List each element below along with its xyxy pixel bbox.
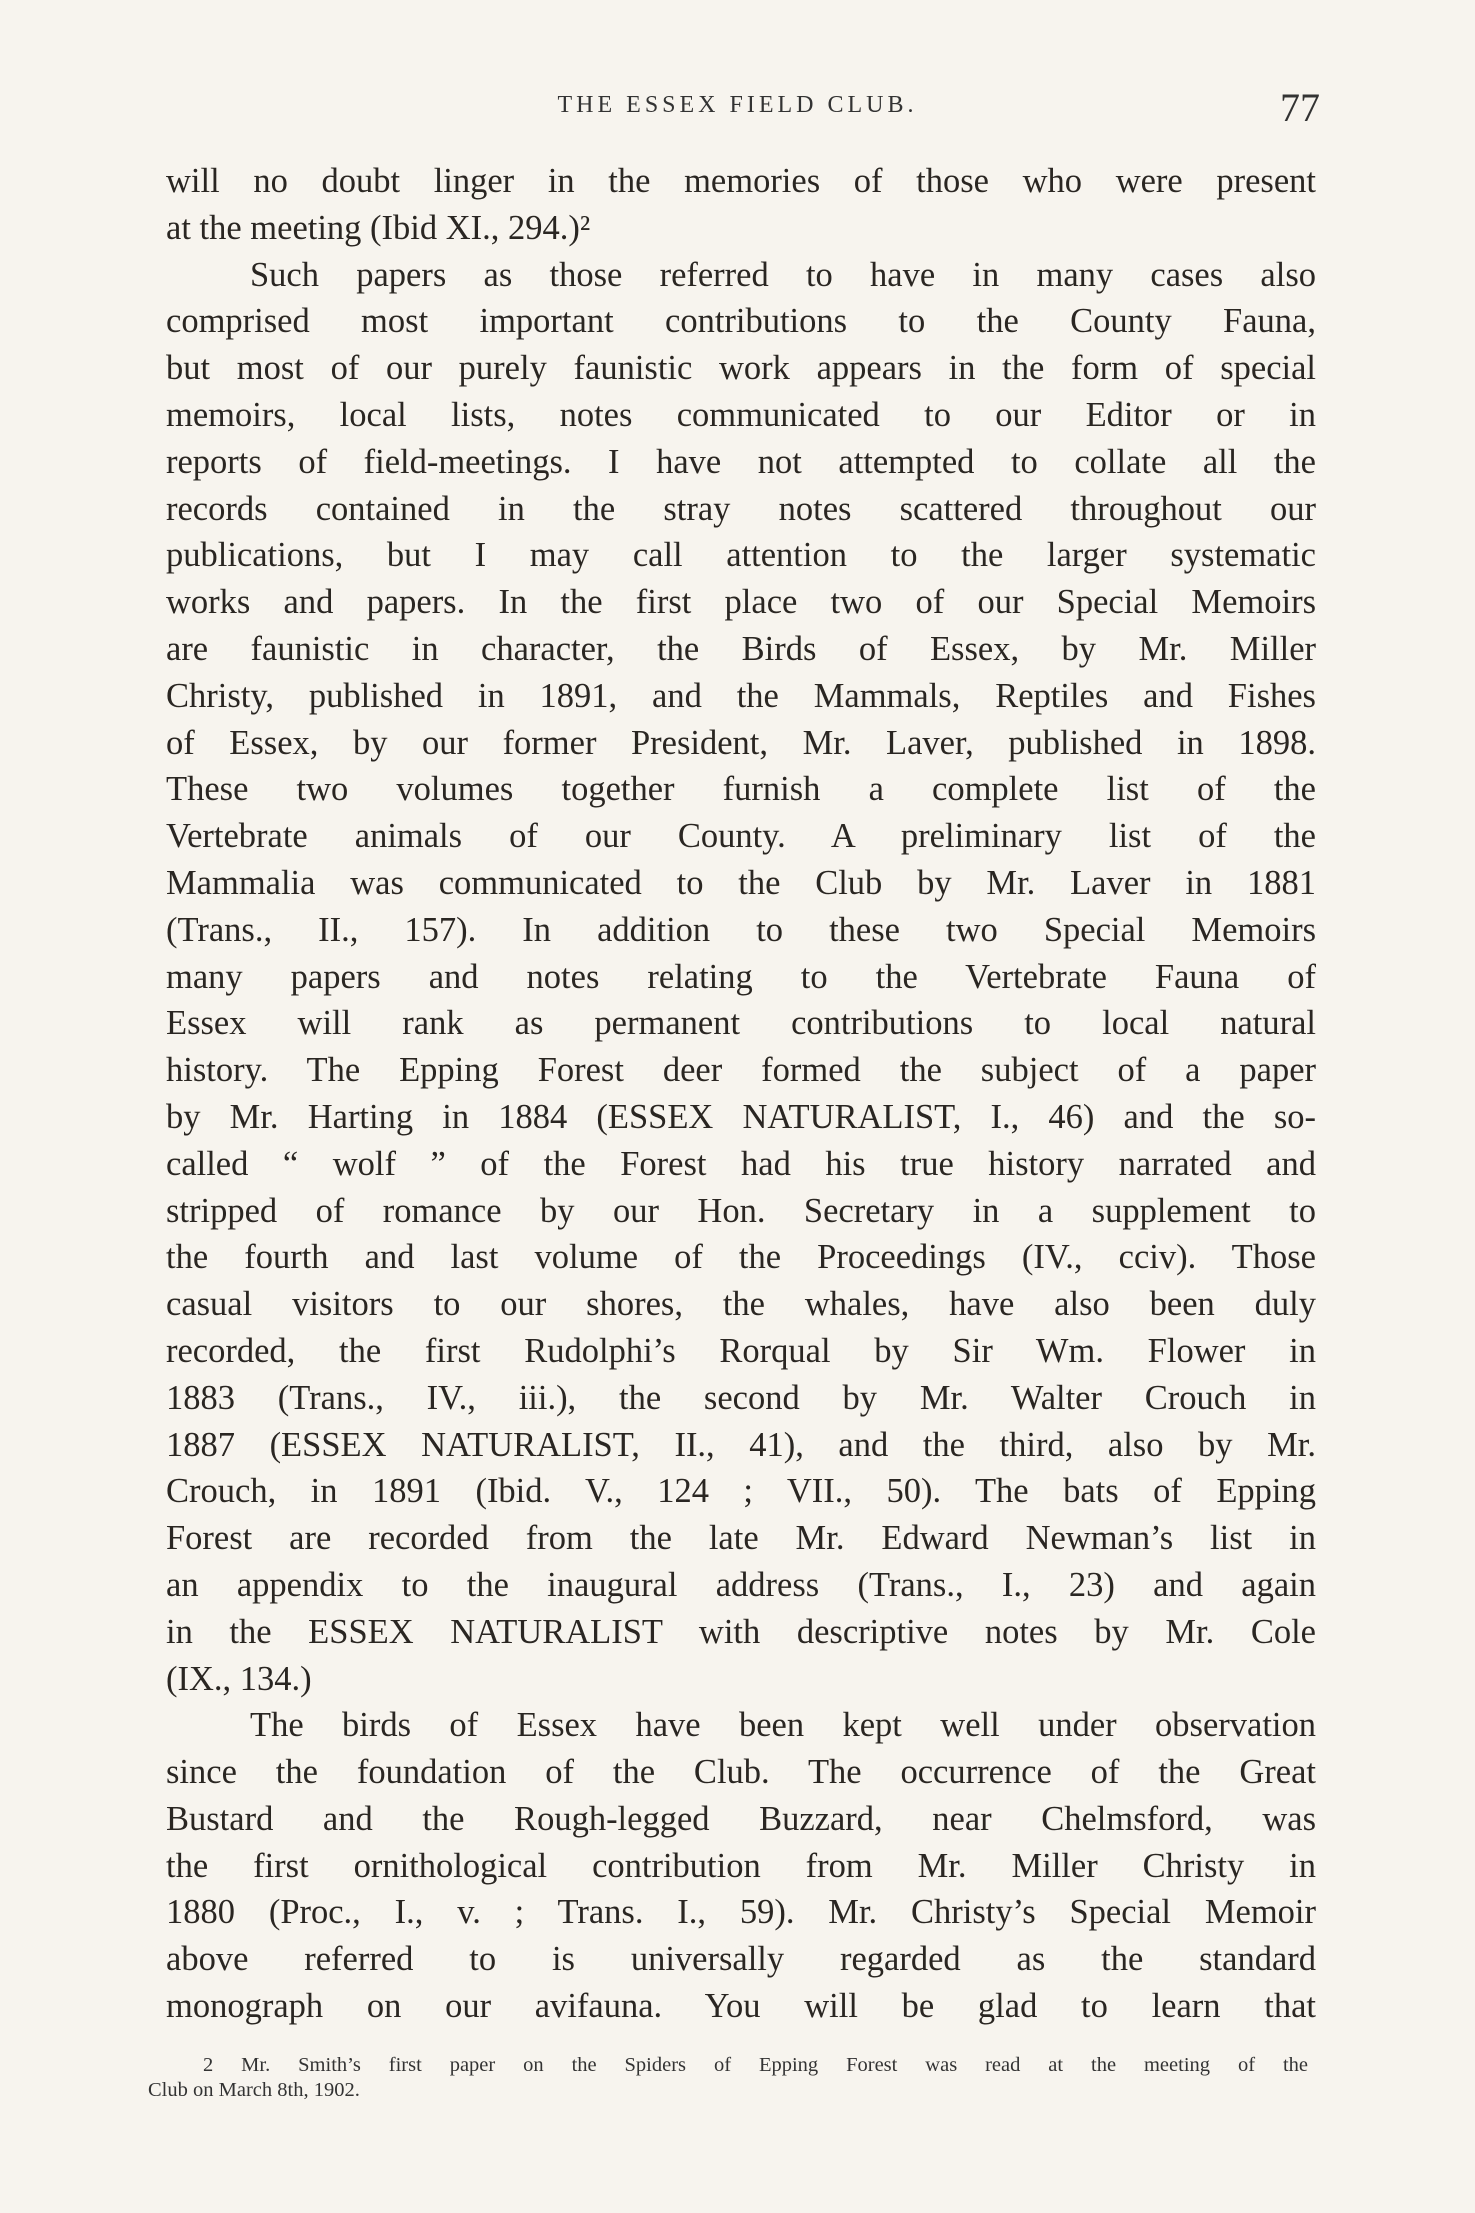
text-line: many papers and notes relating to the Vertebrate Fauna of [166, 957, 1316, 996]
text-line: Bustard and the Rough-legged Buzzard, near Chelmsford, was [166, 1799, 1316, 1838]
text-line: but most of our purely faunistic work appears in the form of special [166, 349, 1316, 388]
footnote [148, 2053, 1308, 2103]
text-line: Crouch, in 1891 (Ibid. V., 124 ; VII., 50). The bats of Epping [166, 1472, 1316, 1511]
text-line: Forest are recorded from the late Mr. Edward Newman’s list in [166, 1519, 1316, 1558]
text-line: Vertebrate animals of our County. A preliminary list of the [166, 817, 1316, 856]
text-line: Christy, published in 1891, and the Mammals, Reptiles and Fishes [166, 676, 1316, 715]
body-text [166, 158, 1316, 2030]
text-line: 1880 (Proc., I., v. ; Trans. I., 59). Mr. Christy’s Special Memoir [166, 1893, 1316, 1932]
text-line: (Trans., II., 157). In addition to these two Special Memoirs [166, 910, 1316, 949]
text-line: comprised most important contributions to the County Fauna, [166, 302, 1316, 341]
text-line: records contained in the stray notes scattered throughout our [166, 489, 1316, 528]
running-head-title: THE ESSEX FIELD CLUB. [557, 92, 918, 118]
text-line: since the foundation of the Club. The occurrence of the Great [166, 1753, 1316, 1792]
text-line: 1887 (ESSEX NATURALIST, II., 41), and the third, also by Mr. [166, 1425, 1316, 1464]
text-line: These two volumes together furnish a complete list of the [166, 770, 1316, 809]
text-line: Such papers as those referred to have in many cases also [250, 255, 1316, 294]
text-line: recorded, the first Rudolphi’s Rorqual by Sir Wm. Flower in [166, 1331, 1316, 1370]
text-line: the fourth and last volume of the Proceedings (IV., cciv). Those [166, 1238, 1316, 1277]
text-line: The birds of Essex have been kept well under observation [250, 1706, 1316, 1745]
text-line: of Essex, by our former President, Mr. Laver, published in 1898. [166, 723, 1316, 762]
text-line: history. The Epping Forest deer formed the subject of a paper [166, 1051, 1316, 1090]
text-line: called “ wolf ” of the Forest had his true history narrated and [166, 1144, 1316, 1183]
text-line: reports of field-meetings. I have not attempted to collate all the [166, 442, 1316, 481]
text-line: memoirs, local lists, notes communicated to our Editor or in [166, 395, 1316, 434]
text-line: casual visitors to our shores, the whales, have also been duly [166, 1285, 1316, 1324]
text-line: the first ornithological contribution from Mr. Miller Christy in [166, 1846, 1316, 1885]
text-line: are faunistic in character, the Birds of Essex, by Mr. Miller [166, 629, 1316, 668]
text-line: stripped of romance by our Hon. Secretary in a supplement to [166, 1191, 1316, 1230]
text-line: (IX., 134.) [166, 1659, 312, 1698]
text-line: in the ESSEX NATURALIST with descriptive notes by Mr. Cole [166, 1612, 1316, 1651]
text-line: Essex will rank as permanent contributions to local natural [166, 1004, 1316, 1043]
text-line: Mammalia was communicated to the Club by Mr. Laver in 1881 [166, 863, 1316, 902]
footnote-line: Club on March 8th, 1902. [148, 2079, 360, 2101]
page-number: 77 [1280, 85, 1320, 130]
text-line: monograph on our avifauna. You will be glad to learn that [166, 1987, 1316, 2026]
text-line: publications, but I may call attention to the larger systematic [166, 536, 1316, 575]
text-line: 1883 (Trans., IV., iii.), the second by Mr. Walter Crouch in [166, 1378, 1316, 1417]
footnote-line: 2 Mr. Smith’s first paper on the Spiders of Epping Forest was read at the meeting of the [203, 2054, 1308, 2076]
text-line: works and papers. In the first place two of our Special Memoirs [166, 583, 1316, 622]
text-line: an appendix to the inaugural address (Trans., I., 23) and again [166, 1565, 1316, 1604]
text-line: will no doubt linger in the memories of those who were present [166, 162, 1316, 200]
text-line: by Mr. Harting in 1884 (ESSEX NATURALIST, I., 46) and the so- [166, 1097, 1316, 1136]
text-line: at the meeting (Ibid XI., 294.)² [166, 208, 591, 247]
text-line: above referred to is universally regarded as the standard [166, 1940, 1316, 1979]
